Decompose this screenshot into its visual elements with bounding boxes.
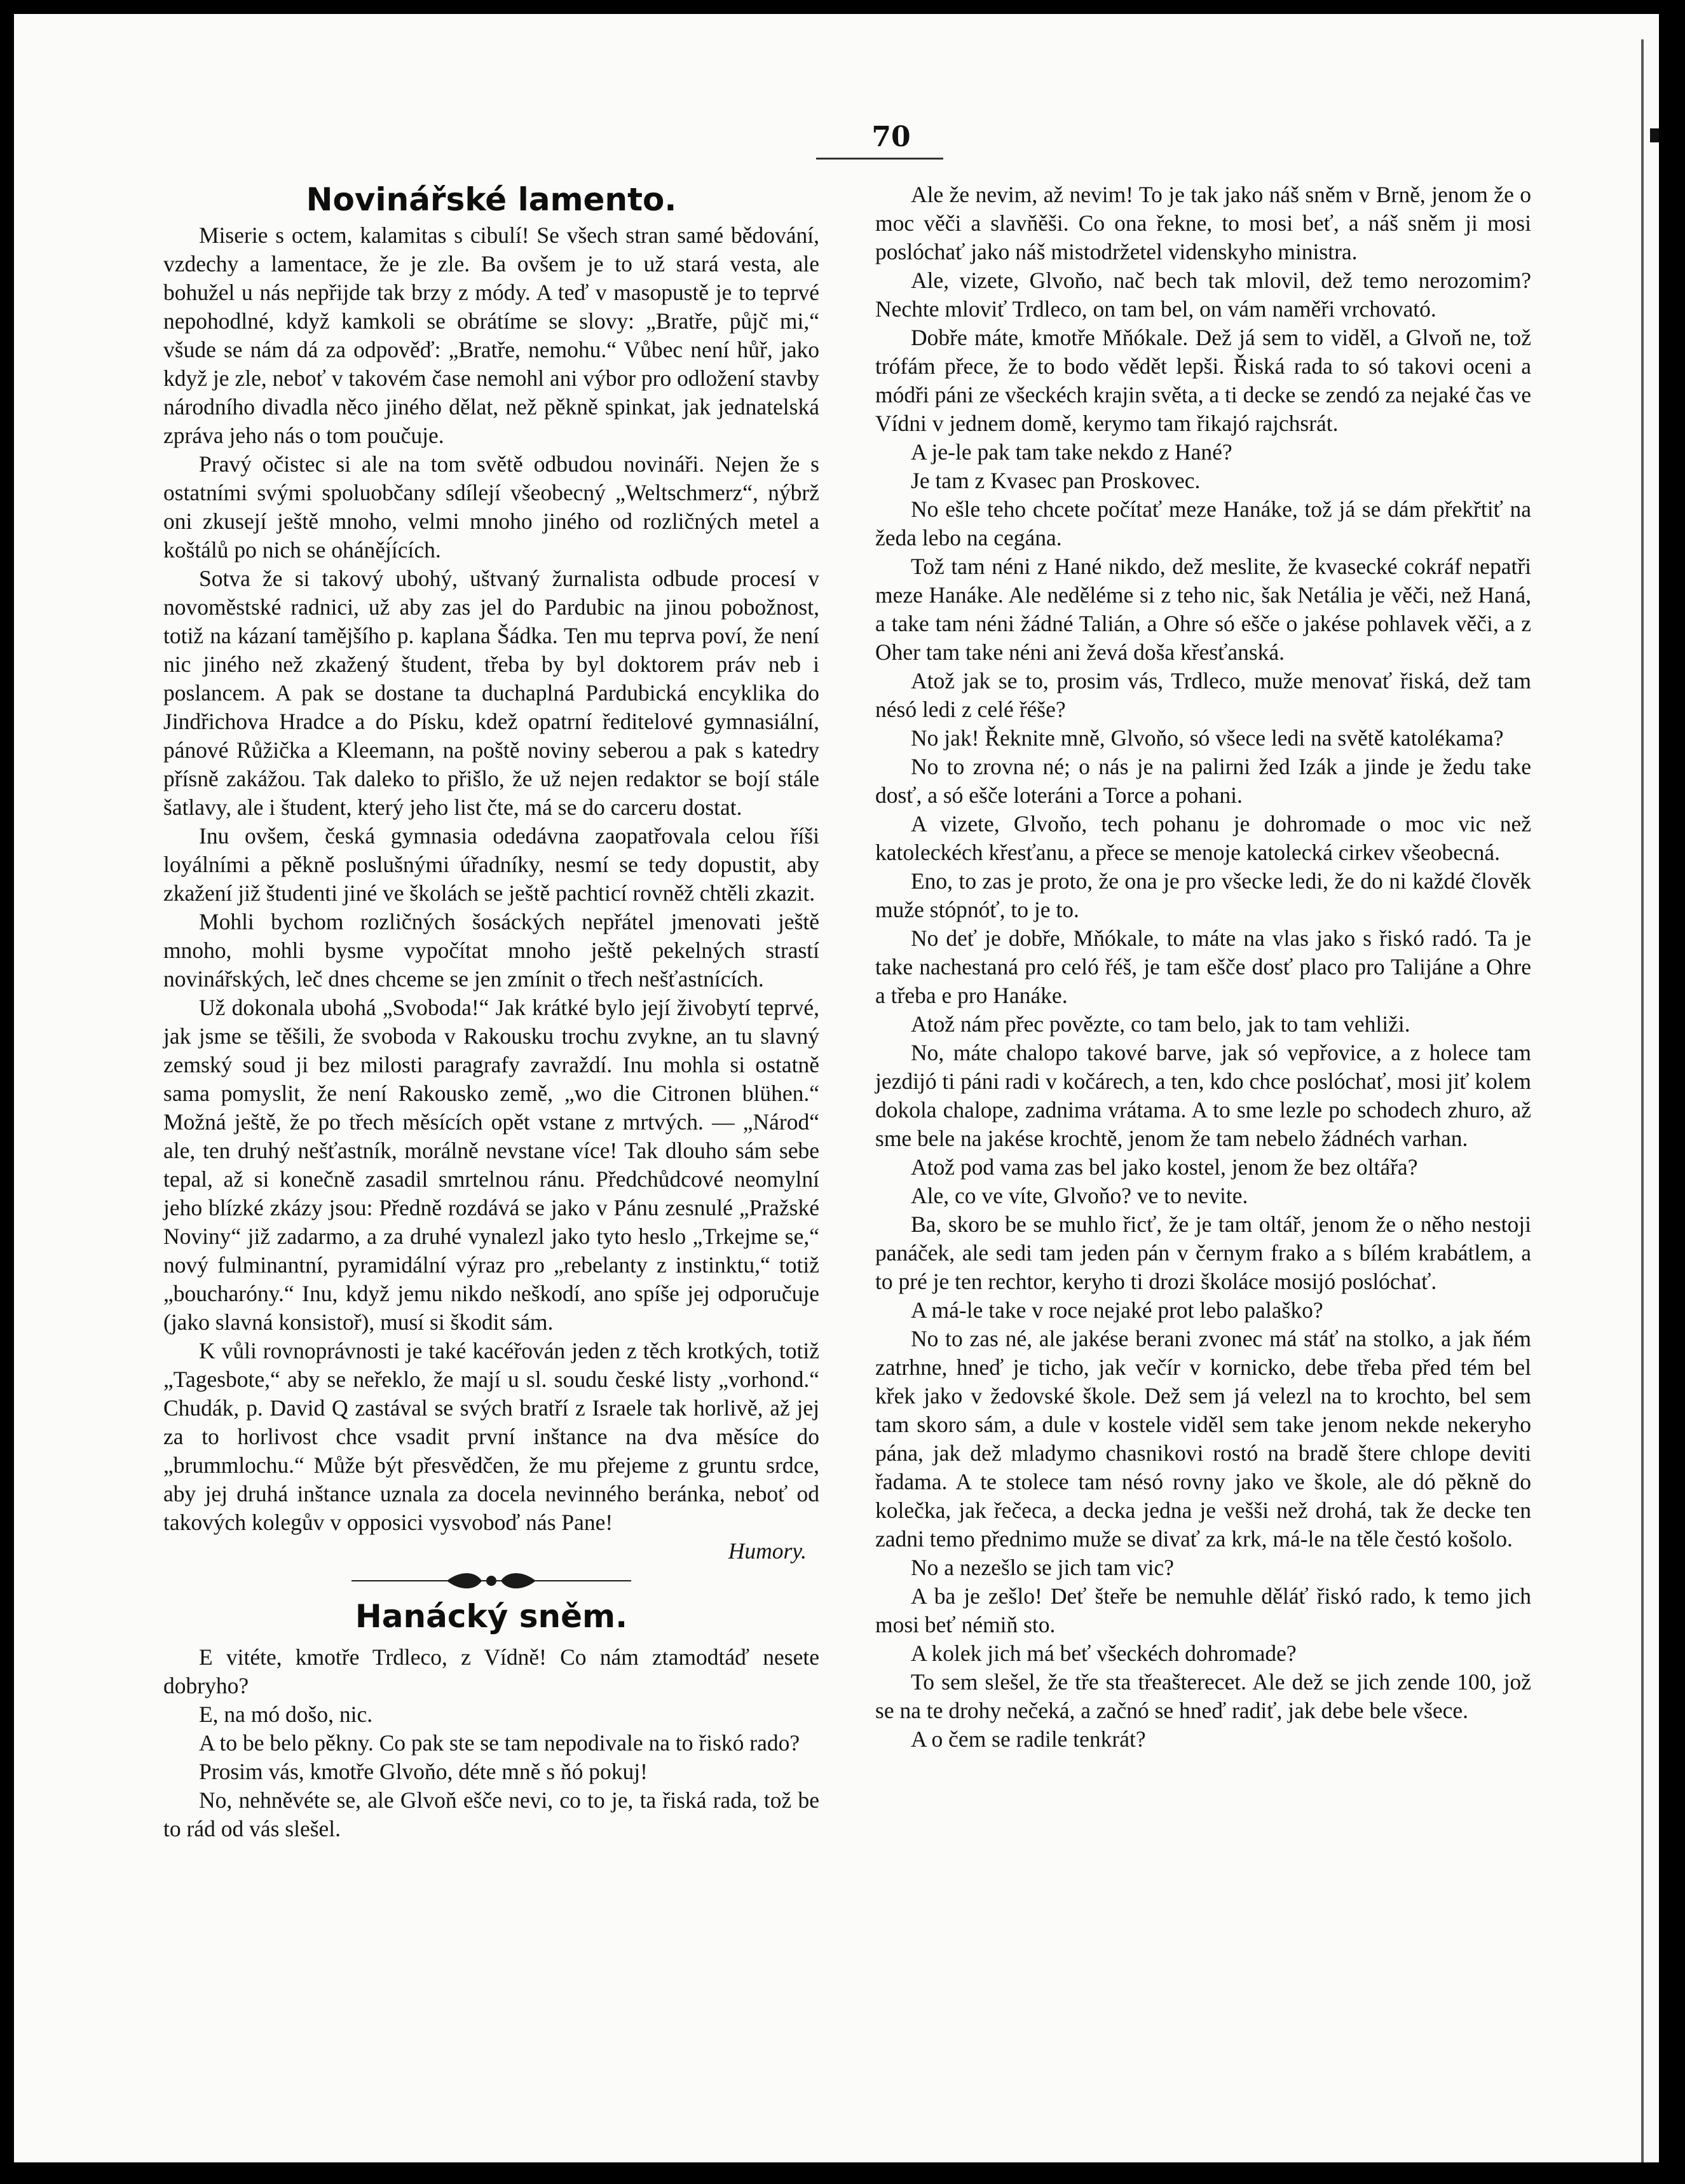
dialogue-paragraph: No, nehněvéte se, ale Glvoň ešče nevi, co to je, ta řiská rada, tož be to rád od vás slešel. (163, 1787, 819, 1841)
dialogue-paragraph: Eno, to zas je proto, že ona je pro všecke ledi, že do ni každé člověk muže stópnóť, to je to. (875, 868, 1531, 922)
dialogue-paragraph: To sem slešel, že tře sta třeašterecet. Ale dež se jich zende 100, jož se na te drohy nečeká, a začnó se hneď radiť, jak debe bele všece. (875, 1669, 1531, 1723)
dialogue-paragraph: Ale že nevim, až nevim! To je tak jako náš sněm v Brně, jenom že o moc věči a slavňěši. Co ona řekne, to mosi beť, a náš sněm ji mosi poslóchať jako náš mistodržetel videnskyho ministra. (875, 182, 1531, 264)
page-number: 70 (871, 121, 911, 153)
article1-paragraph: Mohli bychom rozličných šosáckých nepřátel jmenovati ještě mnoho, mohli bysme vypočítat mnoho ještě pekelných strastí novinářských, leč dnes chceme se jen zmínit o třech nešťastnících. (163, 909, 819, 992)
dialogue-paragraph: A o čem se radile tenkrát? (911, 1726, 1146, 1752)
dialogue-paragraph: Atož nám přec povězte, co tam belo, jak to tam vehliži. (911, 1011, 1410, 1037)
article1-paragraph: K vůli rovnoprávnosti je také kacéřován jeden z těch krotkých, totiž „Tagesbote,“ aby se neřeklo, že mají u sl. soudu české listy „vorhond.“ Chudák, p. David Q zastával se svých bratří z Israele tak horlivě, až jej za to horlivost chce vsadit první inštance na dva měsíce do „brummlochu.“ Může být přesvědčen, že mu přejeme z gruntu srdce, aby jej druhá inštance uznala za docela nevinného beránka, neboť od takových kolegův v opposici vysvoboď nás Pane! (163, 1338, 819, 1535)
dialogue-paragraph: No jak! Řeknite mně, Glvoňo, só všece ledi na světě katolékama? (911, 725, 1504, 751)
dialogue-paragraph: Je tam z Kvasec pan Proskovec. (911, 468, 1201, 493)
article1-paragraph: Pravý očistec si ale na tom světě odbudou novináři. Nejen že s ostatními svými spoluobčany sdílejí všeobecný „Weltschmerz“, nýbrž oni zkusejí ještě mnoho, velmi mnoho jiného od rozličných metel a koštálů po nich se oháněj́ících. (163, 451, 819, 563)
dialogue-paragraph: Ba, skoro be se muhlo řicť, že je tam oltář, jenom že o něho nestoji panáček, ale sedi tam jeden pán v černym frako a s bílém krabátlem, a to pré je ten rechtor, keryho ti drozi školáce mosijó poslóchať. (875, 1211, 1531, 1294)
page-edge-line (1641, 39, 1644, 2162)
dialogue-paragraph: No ešle teho chcete počítať meze Hanáke, tož já se dám překřtiť na žeda lebo na cegána. (875, 496, 1531, 550)
dialogue-paragraph: A vizete, Glvoňo, tech pohanu je dohromade o moc vic než katoleckéch křesťanu, a přece se menoje katolecká cirkev všeobecná. (875, 811, 1531, 865)
dialogue-paragraph: Ale, co ve víte, Glvoňo? ve to nevite. (911, 1183, 1248, 1208)
dialogue-paragraph: Dobře máte, kmotře Mňókale. Dež já sem to viděl, a Glvoň ne, tož trófám přece, že to bodo vědět lepši. Řiská rada to só takovi oceni a módři páni ze všeckéch krajin světa, a ti decke se zendó za nejaké čas ve Vídni v jednem domě, kerymo tam řikajó rajchsrát. (875, 325, 1531, 436)
dialogue-paragraph: Atož jak se to, prosim vás, Trdleco, muže menovať řiská, dež tam nésó ledi z celé řéše? (875, 668, 1531, 722)
newspaper-page (14, 14, 1659, 2162)
dialogue-paragraph: No to zas né, ale jakése berani zvonec má stáť na stolko, a jak ňém zatrhne, hneď je ticho, jak večír v kornicko, debe třeba před tém bel křek jako v žedovské škole. Dež sem já velezl na to krochto, bel sem tam skoro sám, a dule v kostele viděl sem take jenom nekde nekeryho pána, jak dež mladymo chasnikovi rostó na bradě štere chlope deviti řadama. A te stolece tam nésó rovny jako ve škole, ale dó pěkně do kolečka, jak řečeca, a decka jedna je vešši než drohá, tak že decke ten zadni temo přednimo muže se divať za krk, má-le na těle čestó košolo. (875, 1326, 1531, 1552)
article-signature: Humory. (728, 1538, 807, 1564)
dialogue-paragraph: A má-le take v roce nejaké prot lebo palaško? (911, 1297, 1323, 1323)
dialogue-paragraph: A ba je zešlo! Deť šteře be nemuhle děláť řiskó rado, k temo jich mosi beť némiň sto. (875, 1583, 1531, 1637)
right-column (875, 181, 1531, 1754)
dialogue-paragraph: E, na mó došo, nic. (199, 1702, 373, 1727)
article1-paragraph: Sotva že si takový ubohý, uštvaný žurnalista odbude procesí v novoměstské radnici, už aby zas jel do Pardubic na jinou pobožnost, totiž na kázaní tamějšího p. kaplana Šádka. Ten mu teprva poví, že není nic jiného než zkažený študent, třeba by byl doktorem práv neb i poslancem. A pak se dostane ta duchaplná Pardubická encyklika do Jindřichova Hradce a do Písku, kdež opatrní ředitelové gymnasiální, pánové Růžička a Kleemann, na poště noviny seberou a pak s katedry přísně zakážou. Tak daleko to přišlo, že už nejen redaktor se bojí stále šatlavy, ale i študent, který jeho list čte, má se do carceru dostat. (163, 566, 819, 820)
ornamental-divider (163, 1568, 819, 1594)
article-title-hanacky-snem: Hanácký sněm. (355, 1598, 628, 1635)
dialogue-paragraph: No to zrovna né; o nás je na palirni žed Izák a jinde je žedu take dosť, a só ešče loteráni a Torce a pohani. (875, 754, 1531, 808)
edge-mark (1650, 128, 1659, 142)
dialogue-paragraph: E vitéte, kmotře Trdleco, z Vídně! Co nám ztamodtáď nesete dobryho? (163, 1644, 819, 1698)
dialogue-paragraph: No deť je dobře, Mňókale, to máte na vlas jako s řiskó radó. Ta je take nachestaná pro celó řéš, je tam ešče dosť placo pro Talijáne a Ohre a třeba e pro Hanáke. (875, 925, 1531, 1008)
dialogue-paragraph: A kolek jich má beť všeckéch dohromade? (911, 1641, 1297, 1666)
left-column (163, 181, 819, 1843)
dialogue-paragraph: No, máte chalopo takové barve, jak só vepřovice, a z holece tam jezdijó ti páni radi v kočárech, a ten, kdo chce poslóchať, mosi jiť kolem dokola chalope, zadnima vrátama. A to sme lezle po schodech zhuro, až sme bele na jakése krochtě, jenom že tam nebelo žádnéch varhan. (875, 1040, 1531, 1151)
ornament-flourish-icon (351, 1568, 631, 1594)
dialogue-paragraph: A to be belo pěkny. Co pak ste se tam nepodivale na to řiskó rado? (199, 1730, 800, 1756)
article-title-novinarske-lamento: Novinářské lamento. (306, 181, 677, 218)
article1-paragraph: Už dokonala ubohá „Svoboda!“ Jak krátké bylo její živobytí teprvé, jak jsme se těšili, že svoboda v Rakousku trochu zvykne, an tu slavný zemský soud ji bez milosti paragrafy zavraždí. Inu mohla si ostatně sama pomyslit, že není Rakousko země, „wo die Citronen blühen.“ Možná ještě, že po třech měsících opět vstane z mrtvých. — „Národ“ ale, ten druhý nešťastník, morálně nevstane více! Tak dlouho sám sebe tepal, až si konečně zasadil smrtelnou ránu. Předchůdcové neomylní jeho blízké zkázy jsou: Předně rozdává se jako v Pánu zesnulé „Pražské Noviny“ již zadarmo, a za druhé vynalezl jako tyto heslo „Trkejme se,“ nový fulminantní, pyramidální výraz pro „rebelanty z instinktu,“ totiž „boucharóny.“ Inu, když jemu nikdo neškodí, ano spíše jej odporučuje (jako slavná konsistoř), musí si škodit sám. (163, 995, 819, 1335)
dialogue-paragraph: No a nezešlo se jich tam vic? (911, 1555, 1175, 1580)
dialogue-paragraph: Tož tam néni z Hané nikdo, dež meslite, že kvasecké cokráf nepatři meze Hanáke. Ale neděléme si z teho nic, šak Netália je věči, než Haná, a take tam néni žádné Talián, a Ohre só ešče o jakése pohlavek věči, a z Oher tam take néni ani ževá doša křesťanská. (875, 554, 1531, 665)
dialogue-paragraph: Prosim vás, kmotře Glvoňo, déte mně s ňó pokuj! (199, 1759, 648, 1784)
article1-paragraph: Inu ovšem, česká gymnasia odedávna zaopatřovala celou říši loyálními a pěkně poslušnými úřadníky, nesmí se tedy dopustit, aby zkažení již študenti jiné ve školách se ještě pachticí rovněž chtěli zkazit. (163, 823, 819, 906)
dialogue-paragraph: Ale, vizete, Glvoňo, nač bech tak mlovil, dež temo nerozomim? Nechte mloviť Trdleco, on tam bel, on vám naměři vrchovató. (875, 268, 1531, 322)
page-number-rule (816, 158, 943, 160)
dialogue-paragraph: Atož pod vama zas bel jako kostel, jenom že bez oltářa? (911, 1154, 1418, 1180)
dialogue-paragraph: A je-le pak tam take nekdo z Hané? (911, 439, 1232, 465)
article1-paragraph: Miserie s octem, kalamitas s cibulí! Se všech stran samé bědování, vzdechy a lamentace, že je zle. Ba ovšem je to už stará vesta, ale bohužel u nás nepřijde tak brzy z módy. A teď v masopustě je to teprvé nepohodlné, když kamkoli se obrátíme se slovy: „Bratře, půjč mi,“ všude se nám dá za odpověď: „Bratře, nemohu.“ Vůbec není hůř, jako když je zle, neboť v takovém čase nemohl ani výbor pro odložení stavby národního divadla něco jiného dělat, než pěkně spinkat, jak jednatelská zpráva jeho nás o tom poučuje. (163, 222, 819, 448)
